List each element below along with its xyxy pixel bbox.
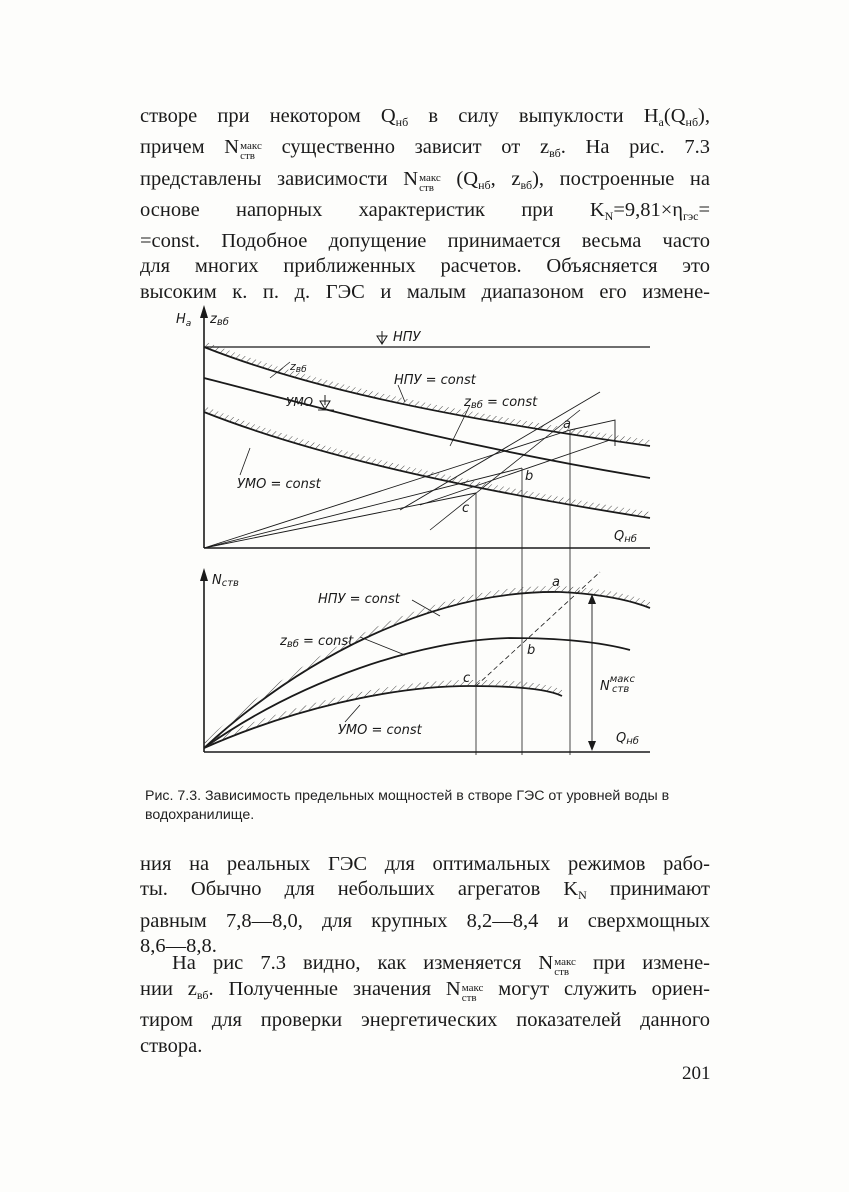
n-npu-curve	[204, 592, 650, 748]
label-nmax: $N^{макс}$	[600, 674, 635, 694]
text-line: створа.	[140, 1034, 203, 1057]
text-line: ты. Обычно для небольших агрегатов $K_N$ принимают	[140, 878, 710, 903]
paragraph-bottom-2	[140, 951, 710, 1059]
text-line: представлены зависимости N макс ств ($Q_{нб}$, $z_{вб}$), построенные на	[140, 167, 710, 194]
text-line: =const. Подобное допущение принимается весьма часто	[140, 230, 710, 253]
ha-umo-hatch	[204, 406, 650, 518]
point-a-bottom: a	[552, 575, 560, 590]
label-npu-const-top: НПУ = const	[394, 373, 476, 388]
label-umo: УМО	[286, 395, 314, 409]
label-umo-const-top: УМО = const	[237, 477, 321, 492]
figure-caption: Рис. 7.3. Зависимость предельных мощностей в створе ГЭС от уровней воды в водохранилище.	[145, 788, 670, 823]
axis-label-qnb-bottom: Qнб	[616, 731, 639, 747]
label-nmax-sub: ств	[612, 684, 630, 695]
n-npu-hatch	[204, 586, 650, 748]
point-c-bottom: c	[463, 671, 471, 686]
label-npu-const-bottom: НПУ = const	[318, 592, 400, 607]
point-a-top: a	[563, 417, 571, 432]
ha-zvb-curve	[204, 378, 650, 478]
text-line: равным 7,8—8,0, для крупных 8,2—8,4 и сверхмощных	[140, 909, 710, 932]
bottom-y-arrow	[200, 568, 208, 581]
text-line: 8,6—8,8.	[140, 934, 217, 957]
ray-to-c	[204, 493, 476, 548]
bottom-panel	[200, 568, 650, 752]
axis-label-zvb: zвб	[210, 312, 229, 328]
text-line: нии $z_{вб}$. Полученные значения N макс ств могут служить ориен-	[140, 978, 710, 1004]
label-zvb-small: zвб	[290, 360, 307, 375]
n-umo-curve	[204, 686, 562, 748]
text-line: для многих приближенных расчетов. Объясняется это	[140, 255, 710, 278]
page-number: 201	[682, 1063, 711, 1084]
axis-label-qnb-top: Qнб	[614, 529, 637, 545]
point-c-top: c	[462, 501, 470, 516]
text-line: створе при некотором $Q_{нб}$ в силу выпуклости $H_а(Q_{нб})$,	[140, 105, 710, 129]
text-line: высоким к. п. д. ГЭС и малым диапазоном его измене-	[140, 280, 710, 303]
text-line: ния на реальных ГЭС для оптимальных режимов рабо-	[140, 853, 710, 875]
text-line: причем N макс ств существенно зависит от $z_{вб}$. На рис. 7.3	[140, 136, 710, 163]
point-b-top: b	[525, 469, 534, 484]
label-umo-const-bottom: УМО = const	[338, 723, 422, 738]
label-zvb-const-bottom: zвб = const	[280, 634, 354, 650]
axis-label-ha: $H_a$	[176, 312, 192, 329]
axis-label-nstv: Nств	[212, 573, 239, 589]
label-zvb-const-top: zвб = const	[464, 395, 538, 411]
text-line: основе напорных характеристик при $K_N=9,81\times\eta_{гэс}=$	[140, 198, 710, 223]
top-y-arrow	[200, 305, 208, 318]
text-line: На рис 7.3 видно, как изменяется N макс ств при измене-	[172, 952, 711, 978]
label-npu: НПУ	[393, 330, 421, 345]
point-b-bottom: b	[527, 643, 536, 658]
text-line: тиром для проверки энергетических показателей данного	[140, 1009, 710, 1032]
paragraph-bottom-1	[140, 852, 710, 959]
